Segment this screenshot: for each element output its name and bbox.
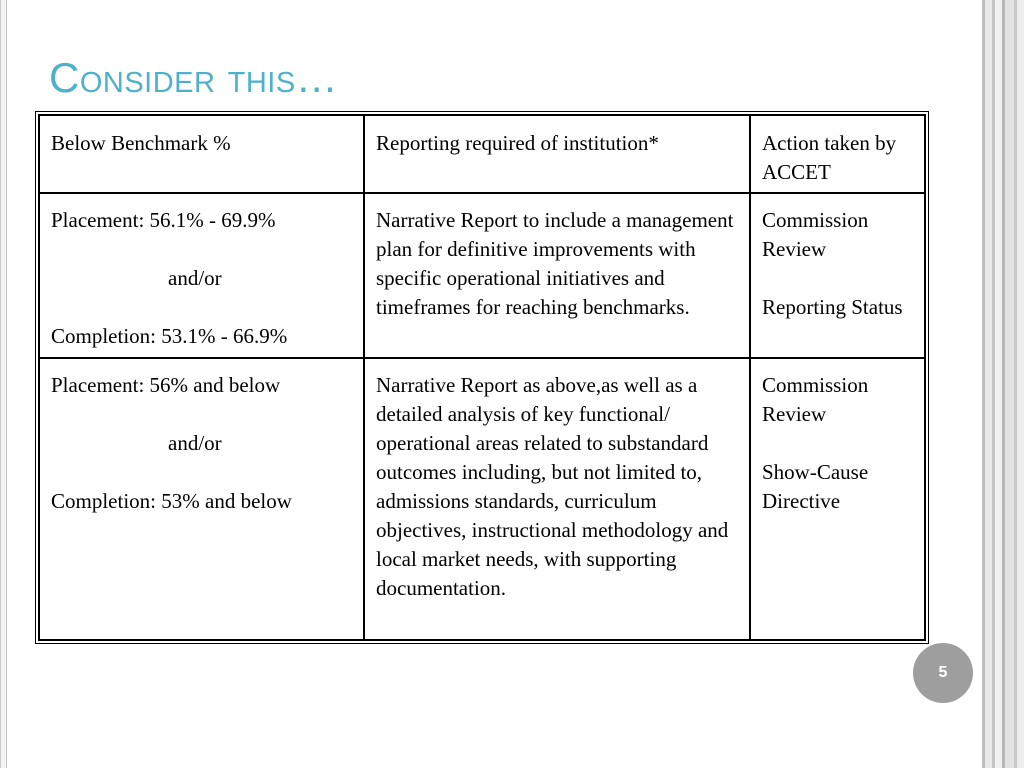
benchmark-cell xyxy=(39,358,364,640)
action-cell xyxy=(750,193,925,358)
header-reporting-required: Reporting required of institution* xyxy=(364,115,750,193)
placement-range: Placement: 56% and below xyxy=(51,373,281,397)
reporting-cell: Narrative Report as above,as well as a detailed analysis of key functional/ operational areas related to substandard outcomes including, but not limited to, admissions standards, curriculum objectives, instructional methodology and local market needs, with supporting documentation. xyxy=(364,358,750,640)
benchmark-cell xyxy=(39,193,364,358)
left-border-decoration xyxy=(0,0,7,768)
page-number: 5 xyxy=(938,664,948,681)
action-primary: Commission Review xyxy=(762,208,869,261)
action-secondary: Show-Cause Directive xyxy=(762,460,869,513)
action-secondary: Reporting Status xyxy=(762,295,903,319)
action-primary: Commission Review xyxy=(762,373,869,426)
header-action-taken: Action taken by ACCET xyxy=(750,115,925,193)
header-below-benchmark: Below Benchmark % xyxy=(39,115,364,193)
slide-title: Consider this… xyxy=(49,54,339,101)
table-row xyxy=(39,358,925,640)
completion-range: Completion: 53.1% - 66.9% xyxy=(51,324,288,348)
table-row xyxy=(39,193,925,358)
completion-range: Completion: 53% and below xyxy=(51,489,292,513)
benchmark-table xyxy=(38,114,926,641)
right-stripe-decoration xyxy=(980,0,1024,768)
benchmark-table-frame xyxy=(35,111,929,644)
placement-range: Placement: 56.1% - 69.9% xyxy=(51,208,276,232)
and-or-connector: and/or xyxy=(168,431,222,455)
page-number-badge xyxy=(913,643,973,703)
reporting-cell: Narrative Report to include a management plan for definitive improvements with specific operational initiatives and timeframes for reaching benchmarks. xyxy=(364,193,750,358)
table-header-row xyxy=(39,115,925,193)
and-or-connector: and/or xyxy=(168,266,222,290)
action-cell xyxy=(750,358,925,640)
